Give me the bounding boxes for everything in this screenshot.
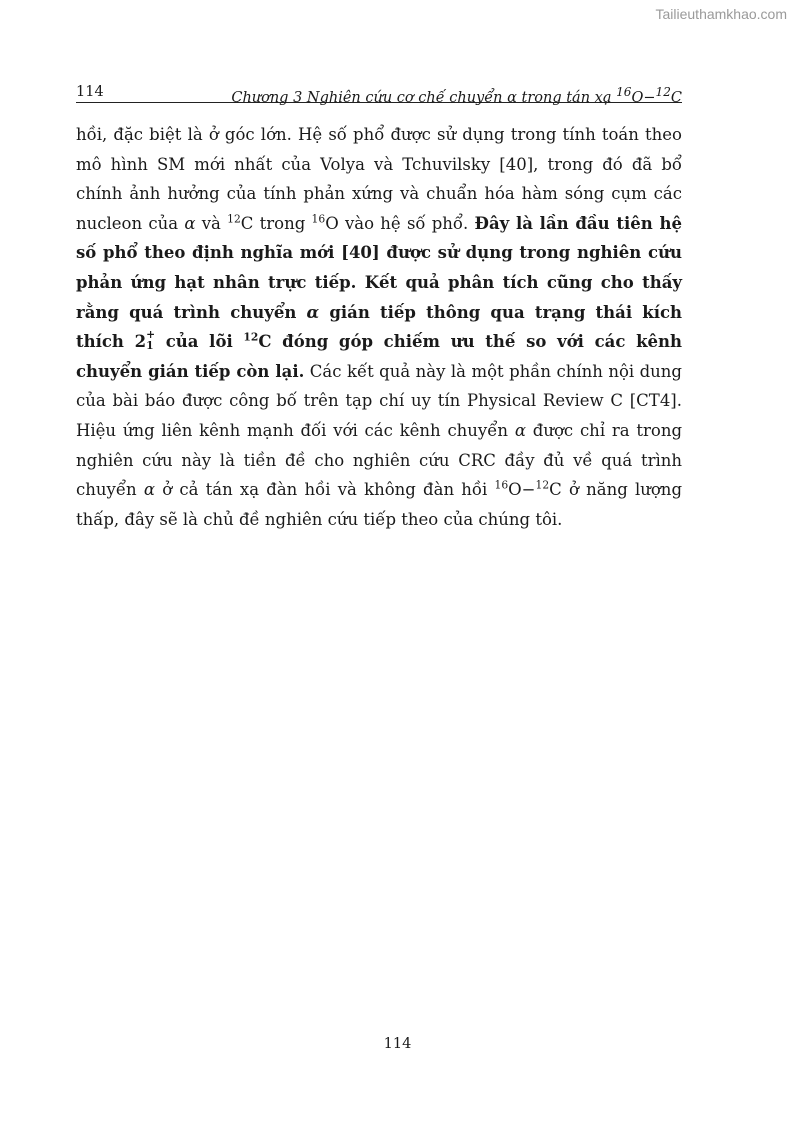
header-page-number: 114 [76, 84, 104, 100]
running-title: Chương 3 Nghiên cứu cơ chế chuyển α trong tán xạ $^{16}$O−$^{12}$C [231, 85, 682, 106]
highlight-text: Đây là lần đầu tiên hệ số phổ theo định nghĩa mới [40] được sử dụng trong nghiên cứu phản ứng hạt nhân trực tiếp. Kết quả phân tích cũng cho thấy rằng quá trình chuyển α gián tiếp thông qua trạng thái kích thích 2 + 1 của lõi $^{12}$C đóng góp chiếm ưu thế so với các kênh chuyển gián tiếp còn lại. [76, 213, 683, 381]
watermark: Tailieuthamkhao.com [655, 6, 787, 22]
footer-page-number: 114 [383, 1036, 412, 1052]
body-paragraph: hồi, đặc biệt là ở góc lớn. Hệ số phổ được sử dụng trong tính toán theo mô hình SM mới nhất của Volya và Tchuvilsky [40], trong đó đã bổ chính ảnh hưởng của tính phản xứng và chuẩn hóa hàm sóng cụm các nucleon của α và $^{12}$C trong $^{16}$O vào hệ số phổ. Đây là lần đầu tiên hệ số phổ theo định nghĩa mới [40] được sử dụng trong nghiên cứu phản ứng hạt nhân trực tiếp. Kết quả phân tích cũng cho thấy rằng quá trình chuyển α gián tiếp thông qua trạng thái kích thích 2 + 1 của lõi $^{12}$C đóng góp chiếm ưu thế so với các kênh chuyển gián tiếp còn lại. Các kết quả này là một phần chính nội dung của bài báo được công bố trên tạp chí uy tín Physical Review C [CT4]. Hiệu ứng liên kênh mạnh đối với các kênh chuyển α được chỉ ra trong nghiên cứu này là tiền đề cho nghiên cứu CRC đầy đủ về quá trình chuyển α ở cả tán xạ đàn hồi và không đàn hồi $^{16}$O−$^{12}$C ở năng lượng thấp, đây sẽ là chủ đề nghiên cứu tiếp theo của chúng tôi. [76, 125, 683, 529]
page-header [76, 82, 682, 106]
